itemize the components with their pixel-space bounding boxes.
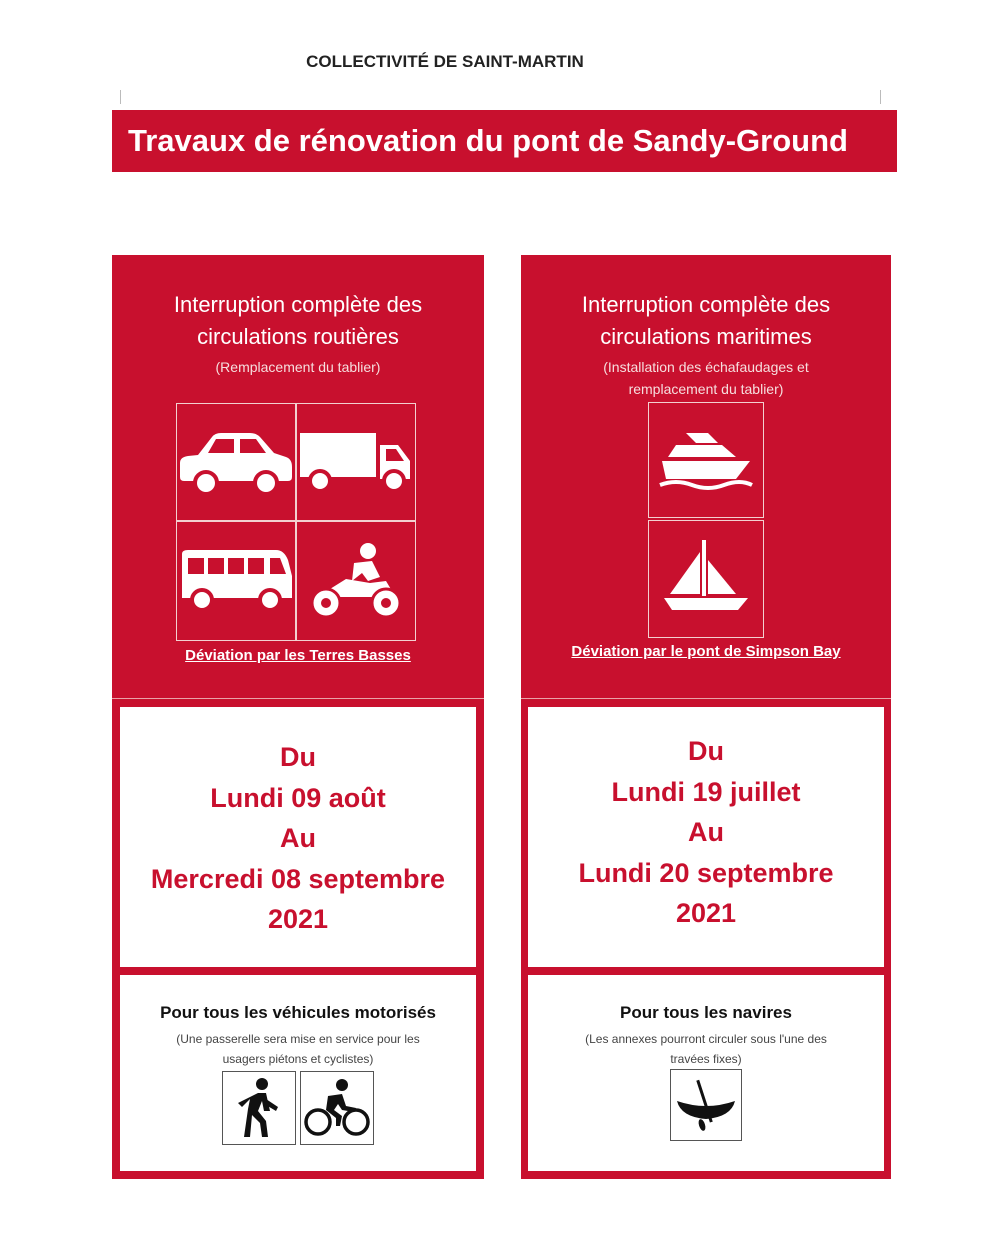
road-heading-line1: Interruption complète des: [173, 292, 423, 317]
sailboat-icon: [648, 520, 764, 638]
bus-icon: [176, 521, 296, 641]
sea-audience-note: [528, 1029, 884, 1069]
road-date-end: Mercredi 08 septembre: [150, 863, 446, 894]
road-audience-note-line2: usagers piétons et cyclistes): [222, 1052, 374, 1066]
sea-closure-panel: [521, 255, 891, 1179]
sea-audience-note-line2: travées fixes): [670, 1052, 742, 1066]
sea-audience: Pour tous les navires: [620, 1003, 792, 1022]
road-subnote: (Remplacement du tablier): [215, 359, 381, 375]
sea-subnote-line2: remplacement du tablier): [628, 381, 784, 397]
sea-header-section: [521, 255, 891, 695]
road-date-start: Lundi 09 août: [210, 782, 386, 813]
sea-audience-panel: [528, 975, 884, 1171]
sea-date-year: 2021: [675, 898, 737, 928]
sea-deviation-link[interactable]: Déviation par le pont de Simpson Bay: [571, 643, 841, 660]
road-date-to-label: Au: [280, 823, 316, 853]
motor-yacht-icon: [648, 402, 764, 518]
document-title: Travaux de rénovation du pont de Sandy-Ground: [128, 123, 848, 158]
truck-icon: [296, 403, 416, 521]
sea-divider: [521, 698, 891, 699]
road-audience-note: [120, 1029, 476, 1069]
road-heading-line2: circulations routières: [197, 324, 399, 349]
sea-dates-panel: [528, 707, 884, 967]
sea-subnote: [521, 356, 891, 400]
road-heading: [112, 289, 484, 353]
sea-date-to-label: Au: [688, 817, 724, 847]
sea-date-start: Lundi 19 juillet: [611, 776, 801, 807]
motorcycle-icon: [296, 521, 416, 641]
sea-heading-line1: Interruption complète des: [581, 292, 831, 317]
road-header-section: [112, 255, 484, 695]
title-banner: [112, 110, 897, 172]
road-deviation-link[interactable]: Déviation par les Terres Basses: [185, 647, 411, 664]
sea-subnote-line1: (Installation des échafaudages et: [603, 359, 809, 375]
ruler-mark-left: [120, 90, 121, 104]
road-dates-panel: [120, 707, 476, 967]
organization-name: COLLECTIVITÉ DE SAINT-MARTIN: [306, 52, 584, 71]
road-closure-panel: [112, 255, 484, 1179]
canoe-icon: [670, 1069, 742, 1141]
pedestrian-icon: [222, 1071, 296, 1145]
road-date-from-label: Du: [280, 742, 316, 772]
car-icon: [176, 403, 296, 521]
sea-dates: [528, 731, 884, 934]
ruler-mark-right: [880, 90, 881, 104]
sea-heading: [521, 289, 891, 353]
road-date-year: 2021: [267, 904, 329, 934]
road-audience: Pour tous les véhicules motorisés: [160, 1003, 436, 1022]
sea-date-end: Lundi 20 septembre: [578, 857, 834, 888]
cyclist-icon: [300, 1071, 374, 1145]
road-audience-panel: [120, 975, 476, 1171]
sea-date-from-label: Du: [688, 736, 724, 766]
road-audience-note-line1: (Une passerelle sera mise en service pour les: [176, 1032, 420, 1046]
sea-heading-line2: circulations maritimes: [600, 324, 812, 349]
road-dates: [120, 737, 476, 940]
sea-audience-note-line1: (Les annexes pourront circuler sous l'une des: [585, 1032, 827, 1046]
road-divider: [112, 698, 484, 699]
